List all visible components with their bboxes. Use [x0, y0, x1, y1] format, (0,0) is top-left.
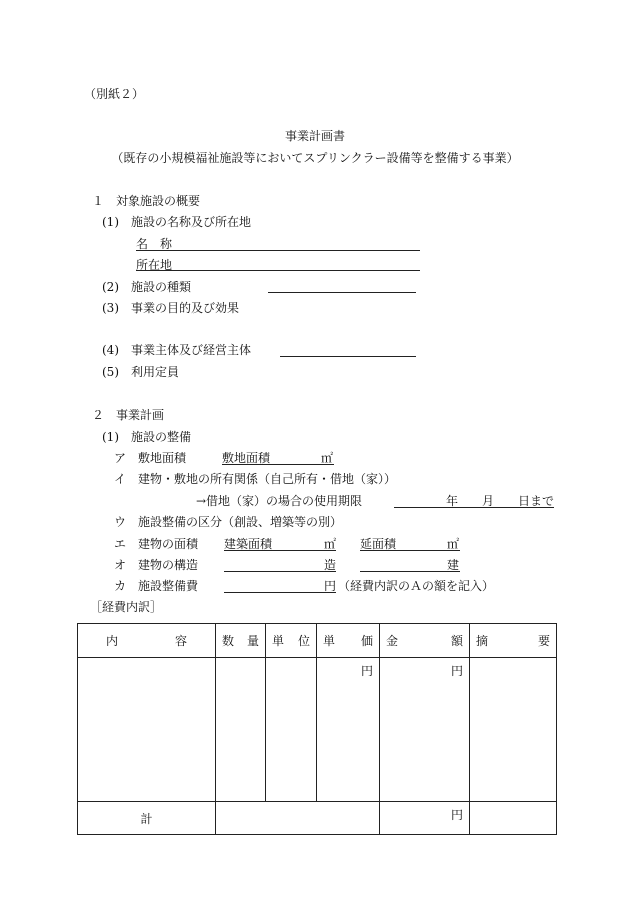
total-yen: 円 — [450, 808, 463, 822]
s1-item3: (3) 事業の目的及び効果 — [102, 301, 239, 315]
document-subtitle: （既存の小規模福祉施設等においてスプリンクラー設備等を整備する事業） — [111, 151, 519, 165]
lease-term-line[interactable] — [394, 507, 554, 508]
cell-content[interactable] — [78, 658, 216, 802]
stories-line[interactable] — [360, 571, 460, 572]
amount-yen: 円 — [450, 664, 463, 678]
o-label: オ 建物の構造 — [114, 558, 199, 572]
ka-label: カ 施設整備費 — [114, 579, 199, 593]
site-area-line[interactable] — [222, 464, 334, 465]
i-sub: →借地（家）の場合の使用期限 — [196, 494, 363, 508]
operator-line[interactable] — [280, 356, 416, 357]
name-label: 名 称 — [136, 237, 173, 251]
s1-item5: (5) 利用定員 — [102, 365, 179, 379]
section1-heading: １ 対象施設の概要 — [92, 194, 201, 208]
header-qty: 数 量 — [216, 624, 266, 658]
name-line[interactable] — [136, 250, 420, 251]
attachment-label: （別紙２） — [84, 87, 145, 101]
s1-item2: (2) 施設の種類 — [102, 280, 191, 294]
e-unit2: ㎡ — [447, 537, 460, 551]
e-field1: 建築面積 — [224, 537, 273, 551]
header-note: 摘 要 — [470, 624, 557, 658]
floor-area-line[interactable] — [360, 550, 460, 551]
u-label: ウ 施設整備の区分（創設、増築等の別） — [114, 515, 343, 529]
header-amount: 金 額 — [380, 624, 470, 658]
cell-price[interactable] — [317, 658, 380, 802]
e-unit1: ㎡ — [324, 537, 337, 551]
cell-unit[interactable] — [266, 658, 317, 802]
s1-item1: (1) 施設の名称及び所在地 — [102, 215, 251, 229]
total-label-cell — [78, 802, 216, 835]
address-label: 所在地 — [136, 258, 173, 272]
header-price: 単 価 — [317, 624, 380, 658]
table-total-row — [78, 802, 557, 835]
document-title: 事業計画書 — [284, 129, 345, 143]
address-line[interactable] — [136, 270, 420, 271]
ka-note: （経費内訳のＡの額を記入） — [338, 579, 495, 593]
e-label: エ 建物の面積 — [114, 537, 199, 551]
table-row — [78, 658, 557, 802]
e-field2: 延面積 — [360, 537, 397, 551]
total-blank-cell — [216, 802, 380, 835]
a-label: ア 敷地面積 — [114, 451, 187, 465]
building-area-line[interactable] — [224, 550, 336, 551]
i-label: イ 建物・敷地の所有関係（自己所有・借地（家）） — [114, 472, 397, 486]
total-label: 計 — [140, 811, 153, 826]
o-unit2: 建 — [447, 558, 460, 572]
i-month: 月 — [482, 494, 495, 508]
cell-amount[interactable] — [380, 658, 470, 802]
o-unit1: 造 — [324, 558, 337, 572]
s2-item1: (1) 施設の整備 — [102, 430, 191, 444]
price-yen: 円 — [360, 664, 373, 678]
facility-type-line[interactable] — [268, 292, 416, 293]
structure-line[interactable] — [224, 571, 336, 572]
ka-unit: 円 — [324, 579, 337, 593]
cell-note[interactable] — [470, 658, 557, 802]
table-header-row — [78, 624, 557, 658]
total-amount-cell[interactable] — [380, 802, 470, 835]
total-note-cell[interactable] — [470, 802, 557, 835]
a-field: 敷地面積 — [222, 451, 271, 465]
s1-item4: (4) 事業主体及び経営主体 — [102, 343, 251, 357]
i-day: 日まで — [518, 494, 555, 508]
section2-heading: ２ 事業計画 — [92, 408, 165, 422]
breakdown-label: ［経費内訳］ — [90, 600, 163, 614]
cell-qty[interactable] — [216, 658, 266, 802]
header-content: 内 容 — [78, 624, 216, 658]
cost-breakdown-table — [77, 623, 557, 835]
cost-line[interactable] — [224, 592, 336, 593]
a-unit: ㎡ — [321, 451, 334, 465]
header-unit: 単 位 — [266, 624, 317, 658]
i-year: 年 — [446, 494, 459, 508]
